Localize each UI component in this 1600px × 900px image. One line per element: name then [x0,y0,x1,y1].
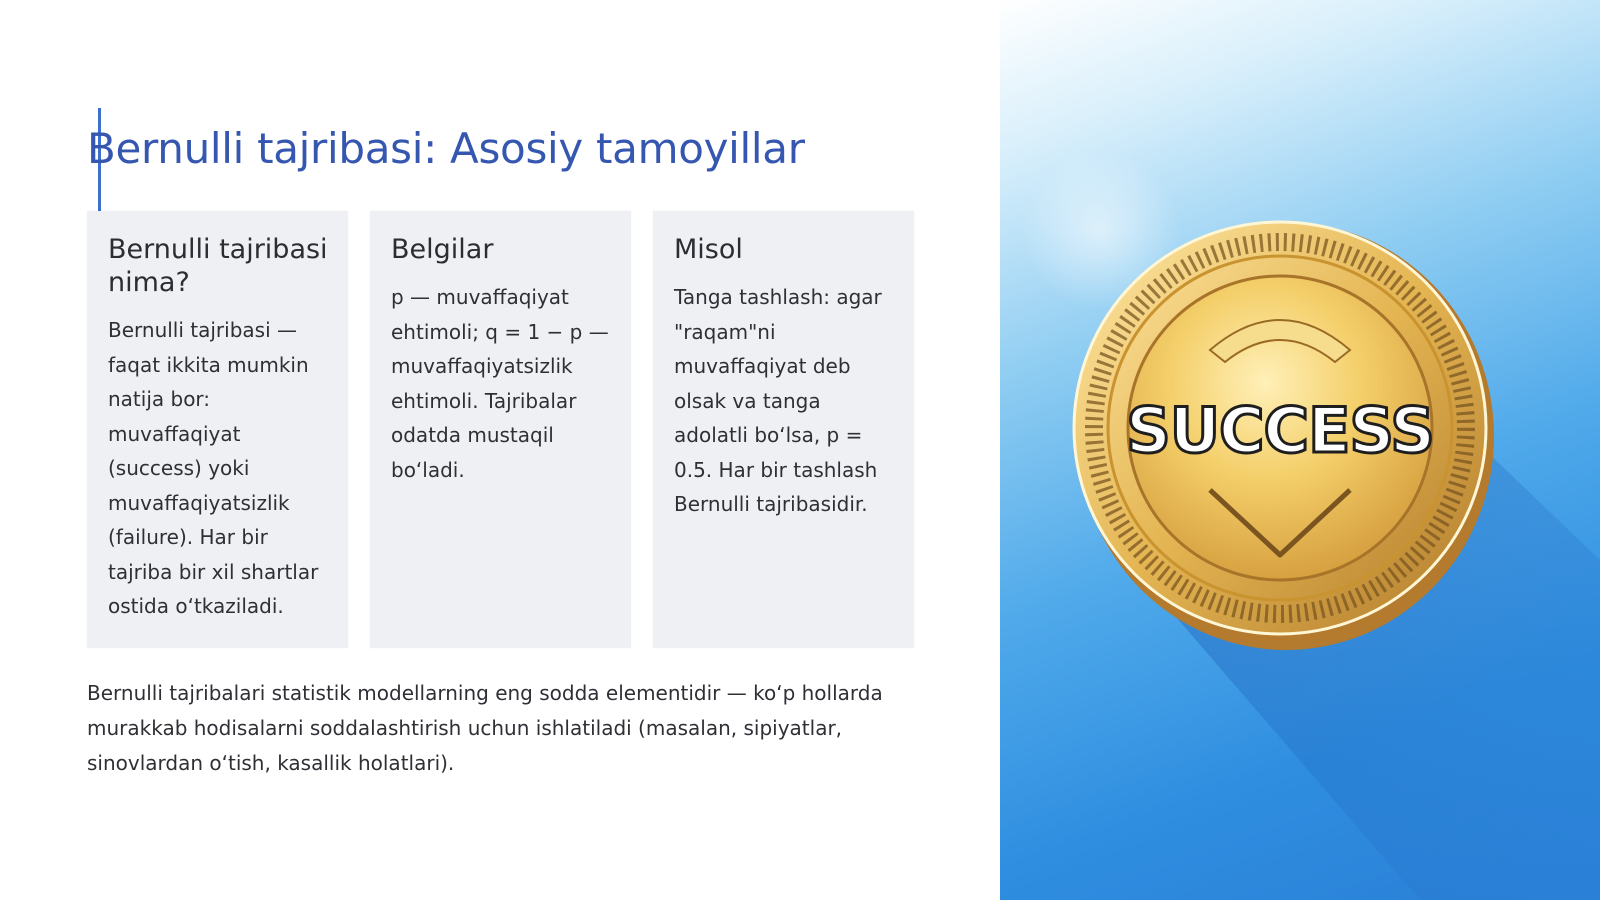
card-notation [370,211,631,648]
hero-image-coin [1000,0,1600,900]
coin-text: SUCCESS [1126,394,1434,467]
cards-row [87,211,915,648]
card-body: Tanga tashlash: agar "raqam"ni muvaffaqiyat deb olsak va tanga adolatli bo‘lsa, p = 0.5. Har bir tashlash Bernulli tajribasidir. [674,285,882,516]
card-heading: Bernulli tajribasi nima? [108,234,328,298]
slide-title: Bernulli tajribasi: Asosiy tamoyillar [87,124,805,173]
coin-illustration [1000,0,1600,900]
summary-paragraph: Bernulli tajribalari statistik modellarning eng sodda elementidir — ko‘p hollarda murakkab hodisalarni soddalashtirish uchun ishlatiladi (masalan, sipiyatlar, sinovlardan o‘tish, kasallik holatlari). [87,681,883,775]
card-body: p — muvaffaqiyat ehtimoli; q = 1 − p — muvaffaqiyatsizlik ehtimoli. Tajribalar odatda mustaqil bo‘ladi. [391,285,609,482]
card-example [653,211,914,648]
card-heading: Misol [674,234,743,265]
card-definition [87,211,348,648]
card-heading: Belgilar [391,234,494,265]
card-body: Bernulli tajribasi — faqat ikkita mumkin natija bor: muvaffaqiyat (success) yoki muvaffaqiyatsizlik (failure). Har bir tajriba bir xil shartlar ostida o‘tkaziladi. [108,318,319,618]
